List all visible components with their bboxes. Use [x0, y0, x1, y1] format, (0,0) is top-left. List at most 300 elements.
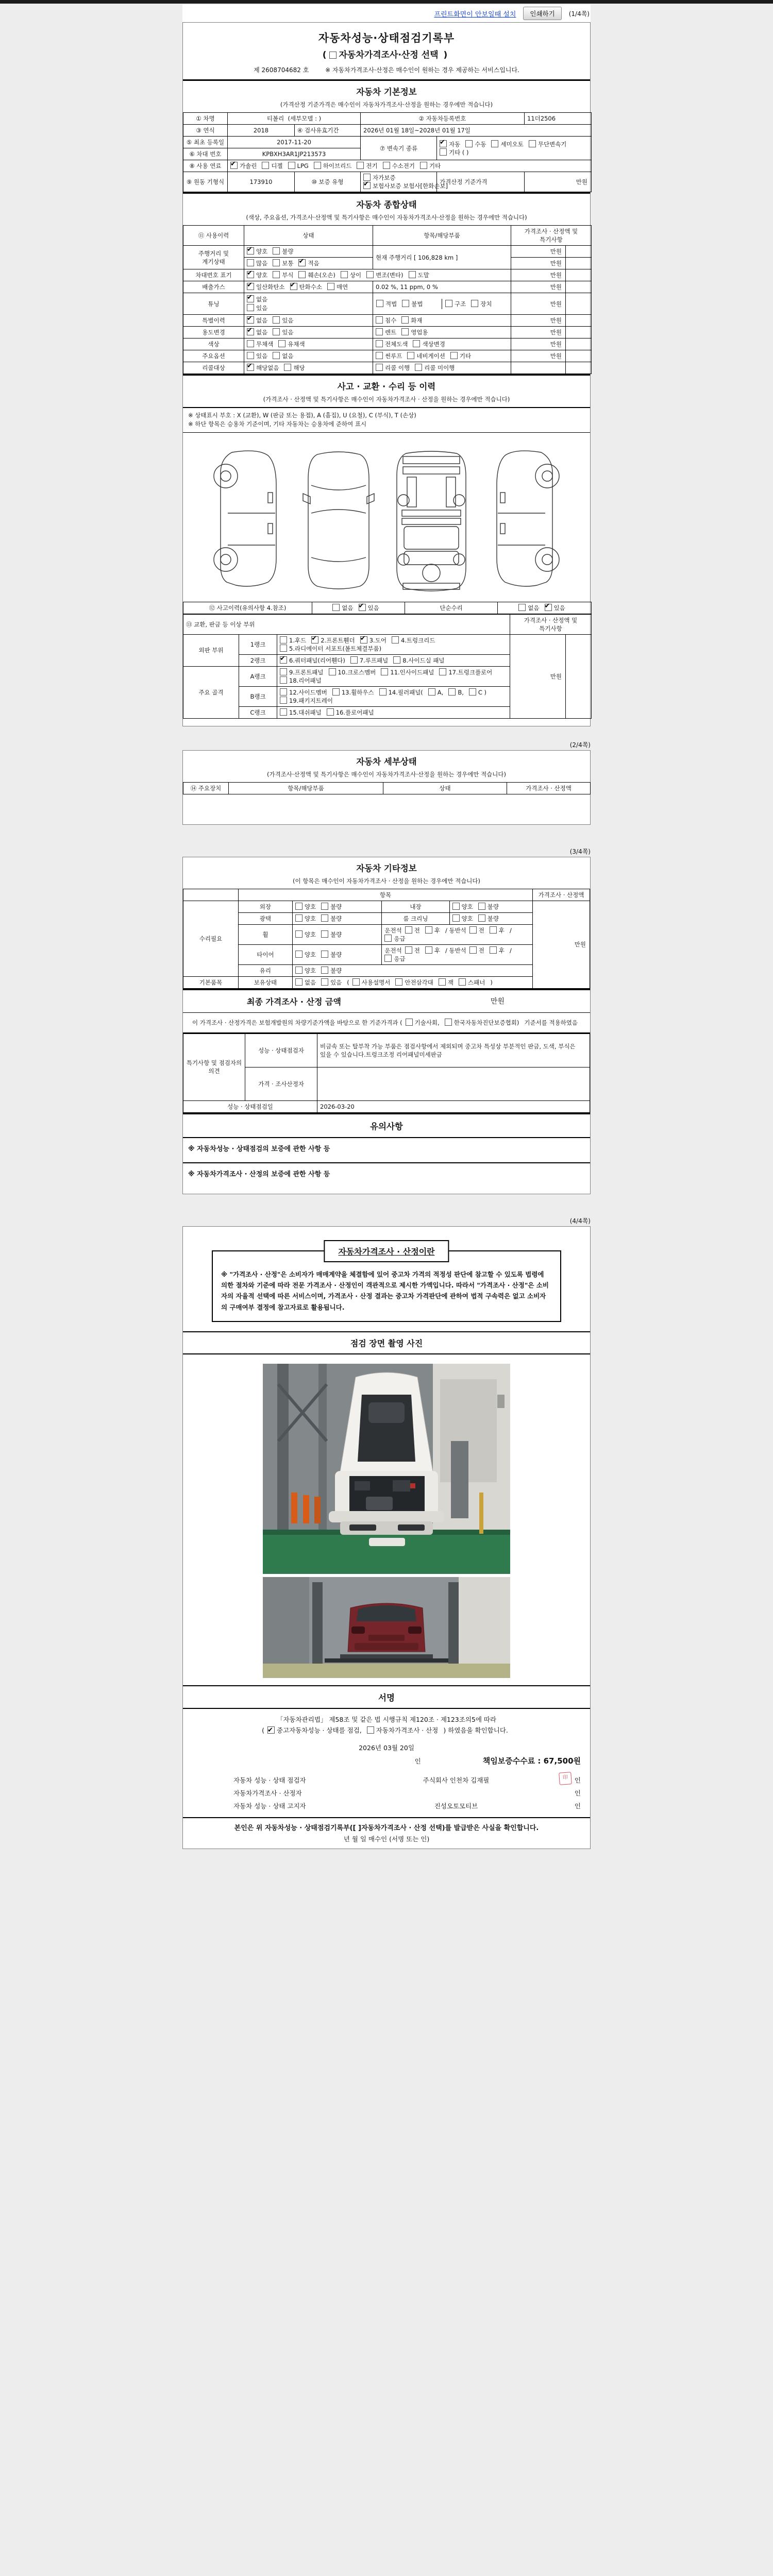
checkbox-option: [406, 1019, 440, 1026]
title-block: [183, 23, 590, 79]
checkbox-icon: [273, 316, 280, 324]
checkbox-option: [469, 689, 486, 696]
accident-subtitle: (가격조사 · 산정액 및 특기사항은 매수인이 자동차가격조사 · 산정을 원하는 경우에만 적습니다): [263, 396, 510, 403]
checkbox-option: [280, 637, 306, 644]
checkbox-label: 기타: [459, 352, 472, 360]
checkbox-icon: [280, 708, 287, 716]
checkbox-label: 없음: [528, 604, 540, 612]
checkbox-label: 양호: [304, 903, 316, 910]
checkbox-icon: [478, 914, 485, 922]
checkbox-label: 화재: [411, 317, 423, 324]
checkbox-checked-icon: [311, 636, 318, 643]
print-button[interactable]: 인쇄하기: [523, 7, 561, 20]
mileage-state-1: [244, 246, 373, 258]
vin-mark-label: 차대번호 표기: [183, 269, 244, 281]
recall-options: [244, 362, 373, 374]
checkbox-label: 전체도색: [385, 341, 408, 348]
document-number-line: [183, 65, 590, 74]
checkbox-icon: [376, 364, 383, 371]
red-stamp-icon: 印: [559, 1772, 572, 1786]
printer-install-link[interactable]: 프린트화면이 안보일때 설치: [434, 10, 516, 19]
checkbox-label: 19.패키지트레이: [289, 697, 333, 704]
inline-text: / 동반석: [445, 946, 466, 954]
checkbox-option: [469, 927, 484, 934]
checkbox-option: [280, 709, 322, 716]
document-column: [182, 5, 591, 1911]
checkbox-option: [425, 927, 440, 934]
signer-role: 자동차가격조사 · 산정자: [233, 1789, 302, 1798]
checkbox-option: [428, 689, 444, 696]
col-price: 가격조사 · 산정액: [533, 889, 590, 901]
usage-change-label: 용도변경: [183, 327, 244, 338]
checkbox-option: [439, 669, 492, 676]
checkbox-option: [439, 979, 453, 986]
checkbox-icon: [280, 636, 287, 643]
checkbox-icon: [376, 300, 383, 307]
checkbox-icon: [518, 604, 526, 611]
inspection-photos: [183, 1354, 590, 1685]
checkbox-icon: [459, 978, 466, 986]
checkbox-option: [357, 162, 377, 170]
checkbox-option: [295, 979, 316, 986]
vin-value: KPBXH3AR1JP213573: [228, 148, 361, 160]
table-row: [183, 281, 592, 293]
detail-title: 자동차 세부상태: [356, 756, 417, 767]
checkbox-label: 있음: [282, 317, 294, 324]
signer-role: 자동차 성능 · 상태 고지자: [233, 1802, 306, 1810]
checkbox-icon: [280, 645, 287, 652]
checkbox-checked-icon: [247, 283, 254, 290]
checkbox-label: 불량: [487, 903, 499, 910]
checkbox-option: [405, 947, 420, 954]
detail-section-header: [183, 751, 590, 782]
checkbox-label: 유채색: [288, 341, 305, 348]
price-cell: 만원: [511, 315, 566, 327]
checkbox-label: 탄화수소: [299, 283, 322, 291]
checkbox-checked-icon: [359, 604, 366, 611]
price-survey-explain-box: [212, 1246, 561, 1322]
transmission-options: [437, 137, 592, 160]
mileage-label: 주행거리 및 계기상태: [183, 246, 244, 269]
checkbox-option: [280, 677, 322, 684]
signer-row: [192, 1775, 581, 1785]
notes-cell: [566, 338, 592, 350]
checkbox-label: 하이브리드: [323, 162, 352, 170]
base-price-unit: 만원: [525, 172, 592, 192]
checkbox-option: [311, 637, 355, 644]
appraiser-opinion-label: 가격 · 조사산정자: [245, 1067, 317, 1100]
checkbox-option: [247, 352, 267, 360]
document-title: 자동차성능·상태점검기록부: [318, 32, 455, 44]
checkbox-option: [478, 915, 499, 922]
checkbox-icon: [367, 1726, 374, 1734]
checkbox-label: 무단변속기: [537, 140, 567, 148]
checkbox-icon: [425, 926, 432, 934]
room-cleaning-options: [449, 912, 532, 924]
checkbox-option: [383, 162, 415, 170]
checkbox-label: 양호: [256, 248, 268, 255]
signer-row: [192, 1801, 581, 1810]
checkbox-icon: [295, 967, 303, 974]
checkbox-label: 양호: [304, 951, 316, 958]
checkbox-option: [401, 329, 428, 336]
special-history-label: 특별이력: [183, 315, 244, 327]
checkbox-option: [321, 951, 342, 958]
checkbox-icon: [379, 688, 386, 696]
checkbox-option: [295, 915, 316, 922]
checkbox-label: 없음: [342, 604, 354, 612]
checkbox-icon: [393, 656, 400, 664]
checkbox-icon: [428, 688, 435, 696]
checkbox-checked-icon: [440, 140, 447, 147]
notice-section-1: [183, 1138, 590, 1163]
vin-label: ⑥ 차대 번호: [183, 148, 228, 160]
checkbox-label: 후: [434, 926, 440, 934]
inspection-date-value: 2026-03-20: [317, 1100, 590, 1112]
checkbox-option: [273, 272, 293, 279]
checkbox-icon: [413, 340, 420, 347]
tuning-kind-options: [442, 299, 511, 309]
notes-cell: [566, 315, 592, 327]
tuning-label: 튜닝: [183, 293, 244, 315]
interior-label: 내장: [382, 901, 449, 912]
checkbox-option: [409, 272, 429, 279]
checkbox-option: [529, 141, 567, 148]
checkbox-label: 많음: [256, 260, 268, 267]
color-options: [244, 338, 373, 350]
checkbox-icon: [407, 352, 414, 359]
simple-repair-label: 단순수리: [405, 602, 498, 614]
checkbox-icon: [376, 316, 383, 324]
checkbox-option: [376, 341, 408, 348]
col-blank: [183, 889, 239, 901]
checkbox-icon: [350, 656, 358, 664]
inline-text: / 동반석: [445, 926, 466, 934]
checkbox-icon: [401, 328, 409, 335]
checkbox-icon: [452, 903, 460, 910]
other-info-table: [183, 889, 590, 989]
tire-options: [292, 944, 382, 964]
checkbox-checked-icon: [290, 283, 297, 290]
transmission-label: ⑦ 변속기 종류: [361, 137, 437, 160]
checkbox-option: [405, 927, 420, 934]
signature-date: 2026년 03월 20일: [359, 1744, 414, 1752]
checkbox-icon: [478, 903, 485, 910]
simple-repair-options: [498, 602, 592, 614]
checkbox-label: 응급: [394, 955, 406, 962]
checkbox-icon: [490, 926, 497, 934]
checkbox-option: [376, 300, 397, 308]
opinion-table: [183, 1033, 590, 1113]
rank1-options: [277, 634, 510, 654]
checkbox-option: [247, 295, 370, 303]
checkbox-label: 양호: [304, 967, 316, 974]
frame-label: 주요 골격: [183, 666, 239, 718]
page-2-sheet: [182, 750, 591, 825]
table-row: [183, 137, 592, 148]
checkbox-icon: [420, 162, 427, 169]
appraiser-opinion-text: [317, 1067, 590, 1100]
checkbox-label: 기술사회,: [414, 1019, 440, 1026]
color-kind-options: [373, 338, 511, 350]
checkbox-option: [273, 352, 293, 360]
checkbox-label: 3.도어: [369, 636, 386, 644]
checkbox-icon: [445, 1019, 452, 1026]
checkbox-label: 스패너: [468, 978, 485, 986]
seal-placeholder: 인: [414, 1757, 421, 1765]
checkbox-label: 불량: [282, 248, 294, 255]
checkbox-label: 10.크로스멤버: [338, 668, 376, 676]
signer-seal: 인: [574, 1789, 581, 1798]
checkbox-icon: [332, 688, 340, 696]
checkbox-icon: [469, 946, 477, 954]
checkbox-option: [452, 903, 473, 910]
checkbox-icon: [247, 304, 254, 311]
checkbox-option: [465, 141, 486, 148]
checkbox-label: 8.사이드실 패널: [402, 656, 445, 664]
checkbox-icon: [280, 668, 287, 675]
tuning-options: [244, 293, 373, 315]
checkbox-label: 전: [414, 946, 420, 954]
checkbox-label: 리콜 미이행: [424, 364, 455, 371]
repair-needed-label: 수리필요: [183, 901, 239, 976]
checkbox-option: [295, 951, 316, 958]
checkbox-option: [262, 162, 282, 170]
checkbox-icon: [376, 352, 383, 359]
accident-section-header: [183, 374, 590, 407]
table-row: [183, 315, 592, 327]
mileage-value: 현재 주행거리 [ 106,828 km ]: [373, 246, 511, 269]
checkbox-label: C ): [478, 688, 487, 696]
rankB-label: B랭크: [239, 686, 277, 706]
polish-label: 광택: [238, 912, 292, 924]
checkbox-checked-icon: [247, 247, 254, 255]
checkbox-label: 중고자동차성능 · 상태를 점검,: [277, 1726, 362, 1735]
price-survey-box-text: ※ "가격조사 · 산정"은 소비자가 매매계약을 체결함에 있어 중고차 가격의 적정성 판단에 참고할 수 있도록 법령에 의한 절차와 기준에 따라 전문 가격조사 · 산정인이 객관적으로 제시한 가액입니다. 따라서 "가격조사 · 산정"은 소비자의 자율적 선택에 따른 서비스이며, 가격조사 · 산정 결과는 중고차 가격판단에 관하여 법적 구속력은 없고 소비자의 구매여부 결정에 참고자료로 활용됩니다.: [221, 1270, 549, 1311]
notice-section-2: [183, 1163, 590, 1188]
checkbox-label: 양호: [461, 914, 473, 922]
checkbox-option: [247, 329, 267, 336]
checkbox-option: [384, 935, 405, 942]
checkbox-icon: [450, 352, 458, 359]
checkbox-option: [295, 931, 316, 938]
checkbox-label: 상이: [349, 272, 362, 279]
room-cleaning-label: 룸 크리닝: [382, 912, 449, 924]
checkbox-option: [471, 300, 492, 308]
checkbox-label: 9.프론트패널: [289, 668, 324, 676]
signature-section: [183, 1685, 590, 1849]
checkbox-option: [273, 260, 293, 267]
glass-label: 유리: [238, 964, 292, 976]
checkbox-option: [284, 364, 305, 371]
rank1-label: 1랭크: [239, 634, 277, 654]
inspection-date-label: 성능 · 상태점검일: [183, 1100, 317, 1112]
notes-cell: [566, 258, 592, 269]
hold-state-label: 보유상태: [238, 976, 292, 988]
checkbox-option: [247, 341, 273, 348]
checkbox-icon: [295, 951, 303, 958]
checkbox-label: 무채색: [256, 341, 274, 348]
checkbox-icon: [445, 300, 452, 307]
inline-text: (: [322, 50, 327, 60]
checkbox-option: [329, 669, 376, 676]
table-row: [183, 964, 590, 976]
tire-label: 타이어: [238, 944, 292, 964]
inspection-period-label: ④ 검사유효기간: [295, 125, 361, 137]
checkbox-icon: [439, 668, 446, 675]
checkbox-label: 응급: [394, 935, 406, 942]
checkbox-label: 15.대쉬패널: [289, 708, 322, 716]
price-cell: 만원: [511, 293, 566, 315]
basic-items-label: 기본품목: [183, 976, 239, 988]
special-history-kind-options: [373, 315, 511, 327]
table-row: [183, 912, 590, 924]
checkbox-option: [376, 352, 402, 360]
table-row: [183, 172, 592, 192]
col-price: 가격조사 · 산정액: [507, 782, 591, 794]
car-name-label: ① 차명: [183, 113, 228, 125]
checkbox-icon: [352, 978, 360, 986]
checkbox-option: [363, 182, 448, 190]
checkbox-icon: [273, 271, 280, 278]
checkbox-label: 후: [434, 946, 440, 954]
vin-mark-options: [244, 269, 511, 281]
checkbox-icon: [273, 328, 280, 335]
checkbox-label: 전: [414, 926, 420, 934]
accident-history-options: [312, 602, 405, 614]
checkbox-icon: [298, 271, 306, 278]
checkbox-label: 있음: [256, 352, 268, 360]
checkbox-checked-icon: [230, 162, 238, 169]
checkbox-option: [425, 947, 440, 954]
accident-note-1: ※ 상태표시 부호 : X (교환), W (판금 또는 용접), A (흠집), U (요철), C (부식), T (손상): [188, 412, 416, 419]
signer-row: [192, 1788, 581, 1798]
inline-text: 기준서를 적용하였음: [524, 1019, 578, 1026]
other-section-header: [183, 857, 590, 889]
rank-price-cell: 만원: [510, 634, 566, 718]
checkbox-option: [267, 1726, 362, 1734]
checkbox-label: 안전삼각대: [405, 978, 433, 986]
base-price-label: 가격산정 기준가격: [437, 172, 525, 192]
checkbox-option: [327, 283, 348, 291]
checkbox-label: 불량: [330, 903, 342, 910]
inline-text: 이 가격조사 · 산정가격은 보험개발원의 차량기준가액을 바탕으로 한 기준가격과 (: [192, 1019, 402, 1026]
checkbox-option: [452, 915, 473, 922]
checkbox-checked-icon: [545, 604, 552, 611]
checkbox-option: [413, 341, 445, 348]
usage-change-kind-options: [373, 327, 511, 338]
checkbox-icon: [409, 271, 416, 278]
checkbox-option: [327, 709, 374, 716]
checkbox-icon: [273, 247, 280, 255]
notes-cell: [566, 281, 592, 293]
accident-history-table: [183, 602, 592, 614]
basic-info-section-header: [183, 79, 590, 112]
notes-cell: [511, 362, 566, 374]
checkbox-label: 없음: [304, 978, 316, 986]
checkbox-icon: [415, 364, 422, 371]
car-damage-diagram: [183, 432, 590, 602]
page-indicator: (4/4쪽): [569, 1217, 591, 1225]
table-row: [183, 1033, 590, 1067]
inline-text: 운전석: [384, 926, 402, 934]
checkbox-icon: [402, 300, 409, 307]
exterior-label: 외장: [238, 901, 292, 912]
checkbox-icon: [405, 926, 412, 934]
table-row: [183, 160, 592, 172]
checkbox-label: 불량: [330, 930, 342, 938]
checkbox-label: A,: [437, 688, 444, 696]
checkbox-option: [367, 1726, 439, 1734]
page-indicator: (1/4쪽): [568, 10, 590, 18]
checkbox-label: 14.필러패널(: [388, 688, 423, 696]
checkbox-icon: [469, 926, 477, 934]
accident-history-label: ⑫ 사고이력(유의사항 4.참조): [183, 602, 312, 614]
inline-text: ): [443, 50, 448, 60]
document-number: 제 2608704682 호: [254, 66, 309, 74]
checkbox-option: [247, 260, 267, 267]
checkbox-option: [295, 967, 316, 974]
checkbox-icon: [278, 340, 285, 347]
checkbox-checked-icon: [298, 259, 306, 266]
signature-law-line-2: [192, 1725, 581, 1736]
table-row: [183, 924, 590, 944]
col-item: 항목/해당부품: [373, 226, 511, 246]
notice-title: 유의사항: [183, 1113, 590, 1138]
reg-number-label: ② 자동차등록번호: [361, 113, 525, 125]
checkbox-label: 수동: [475, 140, 486, 148]
checkbox-icon: [469, 688, 476, 696]
price-cell: 만원: [511, 338, 566, 350]
checkbox-option: [401, 317, 422, 324]
table-row: [183, 338, 592, 350]
checkbox-label: 11.인사이드패널: [390, 668, 434, 676]
price-cell: 만원: [511, 258, 566, 269]
checkbox-icon: [363, 174, 371, 181]
tire-position-options: [382, 944, 533, 964]
checkbox-option: [247, 272, 267, 279]
checkbox-label: 영업용: [411, 329, 428, 336]
main-option-label: 주요옵션: [183, 350, 244, 362]
checkbox-label: 장치: [480, 300, 492, 308]
checkbox-label: 수소전기: [392, 162, 415, 170]
checkbox-option: [321, 979, 342, 986]
checkbox-icon: [406, 1019, 413, 1026]
checkbox-icon: [247, 352, 254, 359]
checkbox-option: [321, 903, 342, 910]
checkbox-option: [280, 669, 324, 676]
signer-seal: 印 인: [550, 1775, 581, 1785]
page-3-sheet: [182, 857, 591, 1194]
checkbox-label: 구조: [455, 300, 466, 308]
checkbox-label: 양호: [304, 930, 316, 938]
checkbox-label: 침수: [385, 317, 397, 324]
checkbox-icon: [314, 162, 321, 169]
accident-note-2: ※ 하단 항목은 승용차 기준이며, 기타 자동차는 승용차에 준하여 표시: [188, 420, 367, 428]
table-row: [183, 362, 592, 374]
checkbox-option: [384, 955, 405, 962]
inline-text: (: [347, 978, 349, 986]
checkbox-checked-icon: [247, 295, 254, 302]
price-cell: 만원: [511, 281, 566, 293]
col-item: 항목: [238, 889, 532, 901]
checkbox-icon: [273, 352, 280, 359]
checkbox-label: LPG: [297, 162, 309, 170]
signer-name: 진성오토모티브: [434, 1802, 478, 1810]
col-price-notes: 가격조사 · 산정액 및 특기사항: [511, 226, 592, 246]
table-row: [183, 269, 592, 281]
table-row: [183, 350, 592, 362]
